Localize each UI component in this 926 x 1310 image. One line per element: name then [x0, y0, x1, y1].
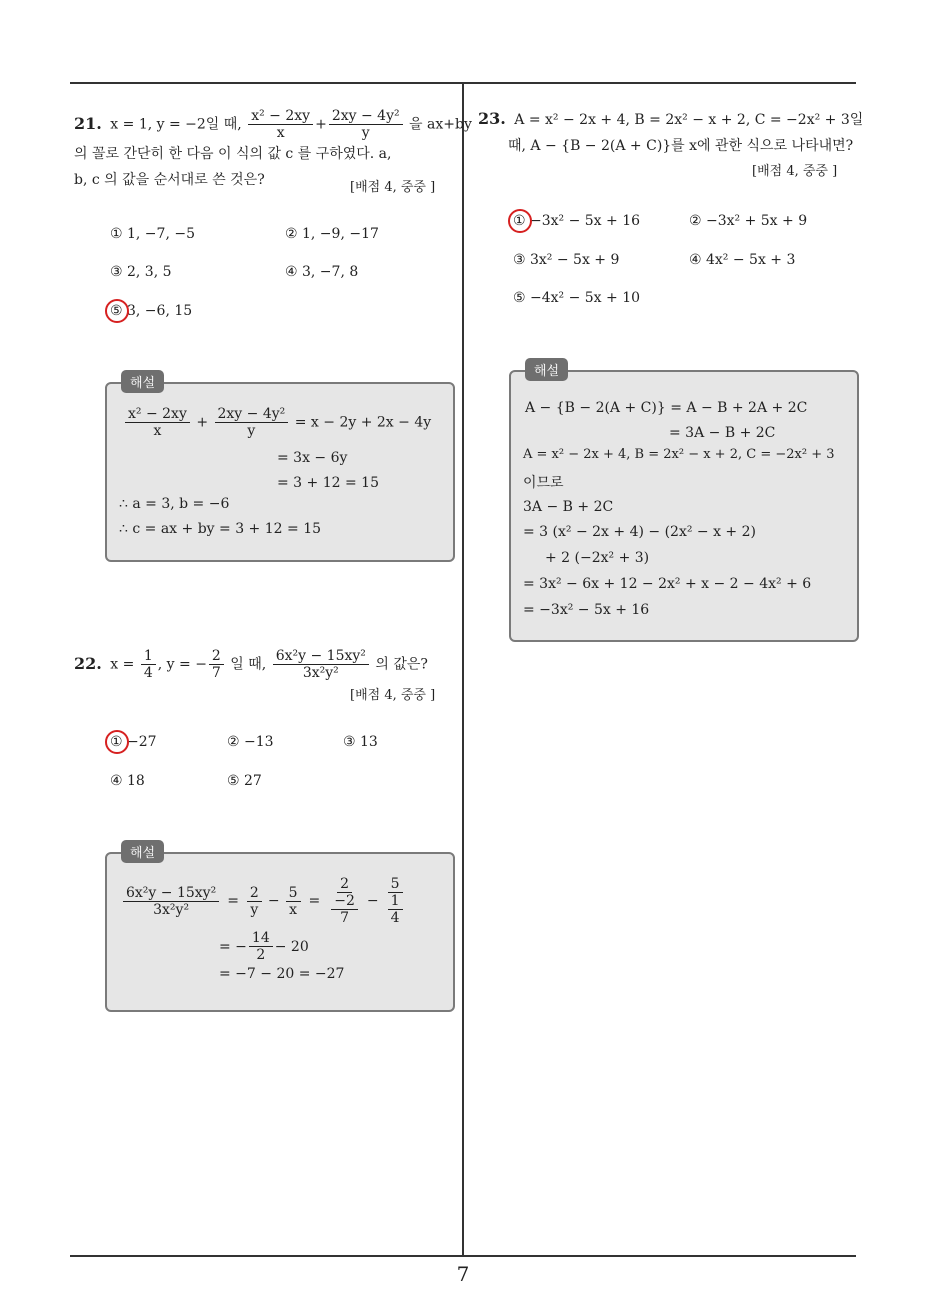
q21-text: b, c 의 값을 순서대로 쓴 것은? — [74, 172, 265, 188]
solution-tag: 해설 — [525, 358, 568, 381]
solution-line: = 3A − B + 2C — [669, 425, 776, 441]
q21-fraction-1: $\frac{\text{x² − 2xy}}{x}$ — [248, 108, 313, 141]
solution-line: = 3 (x² − 2x + 4) − (2x² − x + 2) — [523, 524, 756, 540]
solution-line: + 2 (−2x² + 3) — [545, 550, 650, 566]
q22-choice-3[interactable]: ③ 13 — [343, 734, 378, 750]
solution-line: $\frac{\text{x² − 2xy}}{x}$ + $\frac{\text{2xy − 4y²}}{y}$ = x − 2y + 2x − 4y — [123, 406, 431, 439]
q22-text: 의 값은? — [375, 656, 428, 673]
answer-mark — [105, 299, 129, 323]
solution-line: 3A − B + 2C — [523, 499, 614, 515]
bottom-rule — [70, 1255, 856, 1257]
q21-choice-5[interactable]: ⑤ 3, −6, 15 — [110, 303, 193, 319]
plus-sign: + — [315, 116, 327, 133]
q21-choice-1[interactable]: ① 1, −7, −5 — [110, 226, 195, 242]
solution-line: = −7 − 20 = −27 — [219, 966, 345, 982]
question-number: 21. — [74, 113, 102, 133]
q23-meta: [배점 4, 중중 ] — [752, 164, 838, 179]
question-number: 23. — [478, 109, 506, 128]
q23-choice-3[interactable]: ③ 3x² − 5x + 9 — [513, 252, 620, 268]
answer-mark — [105, 730, 129, 754]
answer-mark — [508, 209, 532, 233]
q22-solution-box — [105, 846, 455, 1012]
q22-meta: [배점 4, 중중 ] — [350, 688, 436, 703]
q22-choice-1[interactable]: ① −27 — [110, 734, 157, 750]
q22-expression: $\frac{\text{6x²y − 15xy²}}{\text{3x²y²}}$ — [273, 648, 369, 681]
q21-choice-4[interactable]: ④ 3, −7, 8 — [285, 264, 359, 280]
q22-choice-5[interactable]: ⑤ 27 — [227, 773, 262, 789]
q22-choice-4[interactable]: ④ 18 — [110, 773, 145, 789]
q21-text: 을 ax+by — [409, 116, 472, 133]
solution-line: = −3x² − 5x + 16 — [523, 602, 650, 618]
q21-solution-box — [105, 376, 455, 562]
solution-line: = 3x − 6y — [277, 450, 348, 466]
solution-line: A = x² − 2x + 4, B = 2x² − x + 2, C = −2x² + 3 — [523, 447, 835, 462]
question-23 — [478, 106, 863, 159]
solution-line: ∴ c = ax + by = 3 + 12 = 15 — [119, 521, 322, 537]
solution-line: = 3x² − 6x + 12 − 2x² + x − 2 − 4x² + 6 — [523, 576, 812, 592]
q23-text: A = x² − 2x + 4, B = 2x² − x + 2, C = −2x² + 3일 — [514, 112, 864, 128]
solution-line: ∴ a = 3, b = −6 — [119, 496, 230, 512]
q21-text: x = 1, y = −2일 때, — [110, 116, 242, 133]
solution-line: 이므로 — [523, 475, 564, 491]
column-divider — [462, 84, 464, 1255]
q23-choice-1[interactable]: ① −3x² − 5x + 16 — [513, 213, 641, 229]
q23-text: 때, A − {B − 2(A + C)}를 x에 관한 식으로 나타내면? — [508, 138, 854, 154]
solution-line: = 3 + 12 = 15 — [277, 475, 379, 491]
q22-text: , y = − — [157, 656, 207, 673]
q22-x-fraction: $\frac{1}{4}$ — [141, 648, 156, 681]
q21-choice-3[interactable]: ③ 2, 3, 5 — [110, 264, 172, 280]
solution-line: $\frac{\text{6x²y − 15xy²}}{\text{3x²y²}}$ = $\frac{2}{y}$ − $\frac{5}{x}$ = 2 −2 7 − 5 1 4 — [121, 876, 408, 926]
q21-meta: [배점 4, 중중 ] — [350, 180, 436, 195]
question-22 — [74, 648, 428, 681]
q22-y-fraction: $\frac{2}{7}$ — [209, 648, 224, 681]
q21-choice-2[interactable]: ② 1, −9, −17 — [285, 226, 379, 242]
q22-text: 일 때, — [230, 656, 267, 673]
page-number: 7 — [456, 1262, 470, 1286]
solution-tag: 해설 — [121, 370, 164, 393]
q22-choice-2[interactable]: ② −13 — [227, 734, 274, 750]
q23-solution-box — [509, 364, 859, 642]
solution-line: = − $\frac{14}{2}$ − 20 — [219, 930, 309, 963]
q23-choice-5[interactable]: ⑤ −4x² − 5x + 10 — [513, 290, 641, 306]
q22-text: x = — [110, 656, 135, 673]
q21-fraction-2: $\frac{\text{2xy − 4y²}}{y}$ — [329, 108, 403, 141]
q21-text: 의 꼴로 간단히 한 다음 이 식의 값 c 를 구하였다. a, — [74, 146, 392, 162]
question-number: 22. — [74, 653, 102, 673]
q23-choice-2[interactable]: ② −3x² + 5x + 9 — [689, 213, 808, 229]
q23-choice-4[interactable]: ④ 4x² − 5x + 3 — [689, 252, 796, 268]
solution-tag: 해설 — [121, 840, 164, 863]
solution-line: A − {B − 2(A + C)} = A − B + 2A + 2C — [525, 400, 808, 416]
